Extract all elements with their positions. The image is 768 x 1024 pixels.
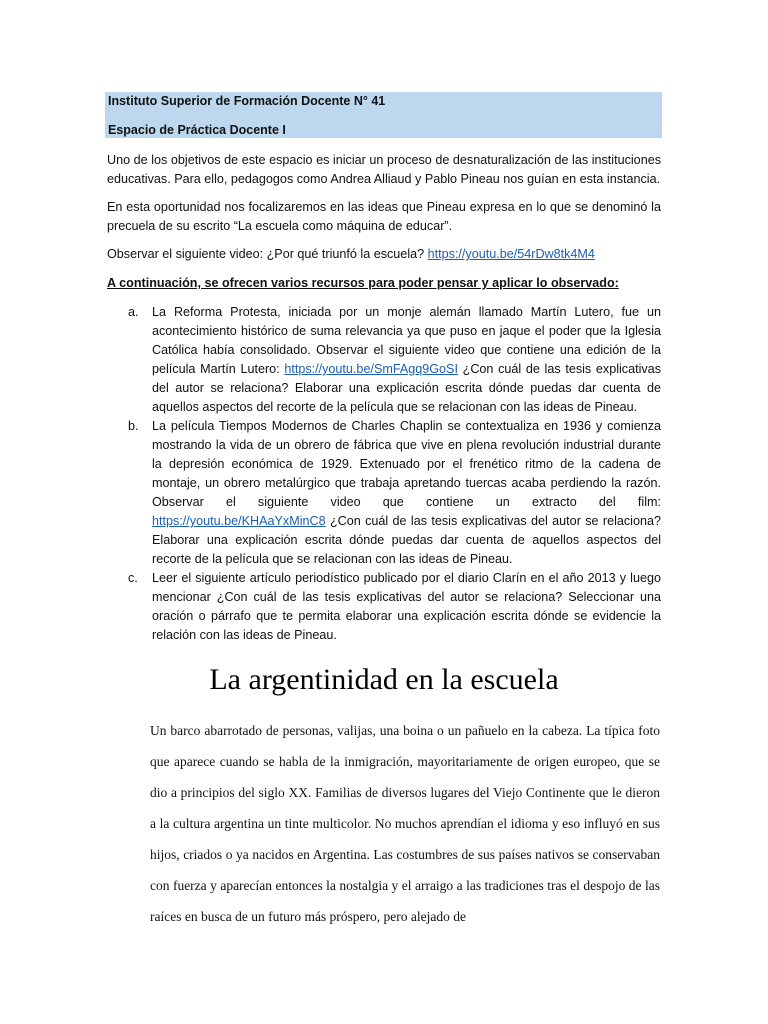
institute-name: Instituto Superior de Formación Docente N° 41 [108, 94, 386, 108]
video-link-escuela[interactable]: https://youtu.be/54rDw8tk4M4 [427, 247, 595, 261]
intro-paragraph-objectives: Uno de los objetivos de este espacio es iniciar un proceso de desnaturalización de las instituciones educativas. Para ello, pedagogos como Andrea Alliaud y Pablo Pineau nos guían en esta instancia. [107, 153, 661, 186]
resources-heading: A continuación, se ofrecen varios recursos para poder pensar y aplicar lo observado: [107, 276, 619, 290]
item-text: Leer el siguiente artículo periodístico publicado por el diario Clarín en el año 2013 y luego mencionar ¿Con cuál de las tesis explicativas del autor se relaciona? Seleccionar una oración o párrafo que te permita elaborar una explicación escrita dónde se evidencie la relación con las ideas de Pineau. [152, 571, 661, 642]
item-text: La Reforma Protesta, iniciada por un monje alemán llamado Martín Lutero, fue un acontecimiento histórico de suma relevancia ya que puso en jaque el poder que la Iglesia Católica había consolidado. Observar el siguiente video que contiene una edición de la película Martín Lutero: [152, 305, 661, 376]
list-item [128, 569, 661, 645]
list-marker: b. [128, 419, 139, 433]
item-text: ¿Con cuál de las tesis explicativas del autor se relaciona? Elaborar una explicación escrita dónde puedas dar cuenta de aquellos aspectos del recorte de la película que se relacionan con las ideas de Pineau. [152, 514, 661, 566]
intro-paragraph-focus: En esta oportunidad nos focalizaremos en las ideas que Pineau expresa en lo que se denominó la precuela de su escrito “La escuela como máquina de educar”. [107, 200, 661, 233]
list-marker: c. [128, 571, 138, 585]
list-item [128, 417, 661, 569]
video-link-lutero[interactable]: https://youtu.be/SmFAgq9GoSI [284, 362, 458, 376]
video-link-tiempos-modernos[interactable]: https://youtu.be/KHAaYxMinC8 [152, 514, 326, 528]
practice-space-title: Espacio de Práctica Docente I [108, 123, 286, 137]
list-marker: a. [128, 305, 139, 319]
list-item [128, 303, 661, 417]
item-text: La película Tiempos Modernos de Charles Chaplin se contextualiza en 1936 y comienza mostrando la vida de un obrero de fábrica que vive en plena revolución industrial durante la depresión económica de 1929. Extenuado por el frenético ritmo de la cadena de montaje, un obrero metalúrgico que trabaja apretando tuercas acaba perdiendo la razón. Observar el siguiente video que contiene un extracto del film: [152, 419, 661, 509]
video-instruction-text: Observar el siguiente video: ¿Por qué triunfó la escuela? [107, 247, 428, 261]
video-instruction [107, 245, 661, 264]
resources-list [128, 303, 661, 645]
article-title: La argentinidad en la escuela [209, 663, 559, 696]
item-text: ¿Con cuál de las tesis explicativas del autor se relaciona? Elaborar una explicación escrita dónde puedas dar cuenta de aquellos aspectos del recorte de la película que se relacionan con las ideas de Pineau. [152, 362, 661, 414]
article-body: Un barco abarrotado de personas, valijas, una boina o un pañuelo en la cabeza. La típica foto que aparece cuando se habla de la inmigración, mayoritariamente de origen europeo, que se dio a principios del siglo XX. Familias de diversos lugares del Viejo Continente que le dieron a la cultura argentina un tinte multicolor. No muchos aprendían el idioma y eso influyó en sus hijos, criados o ya nacidos en Argentina. Las costumbres de sus países nativos se conservaban con fuerza y aparecían entonces la nostalgia y el arraigo a las tradiciones tras el despojo de las raíces en busca de un futuro más próspero, pero alejado de [150, 723, 660, 924]
